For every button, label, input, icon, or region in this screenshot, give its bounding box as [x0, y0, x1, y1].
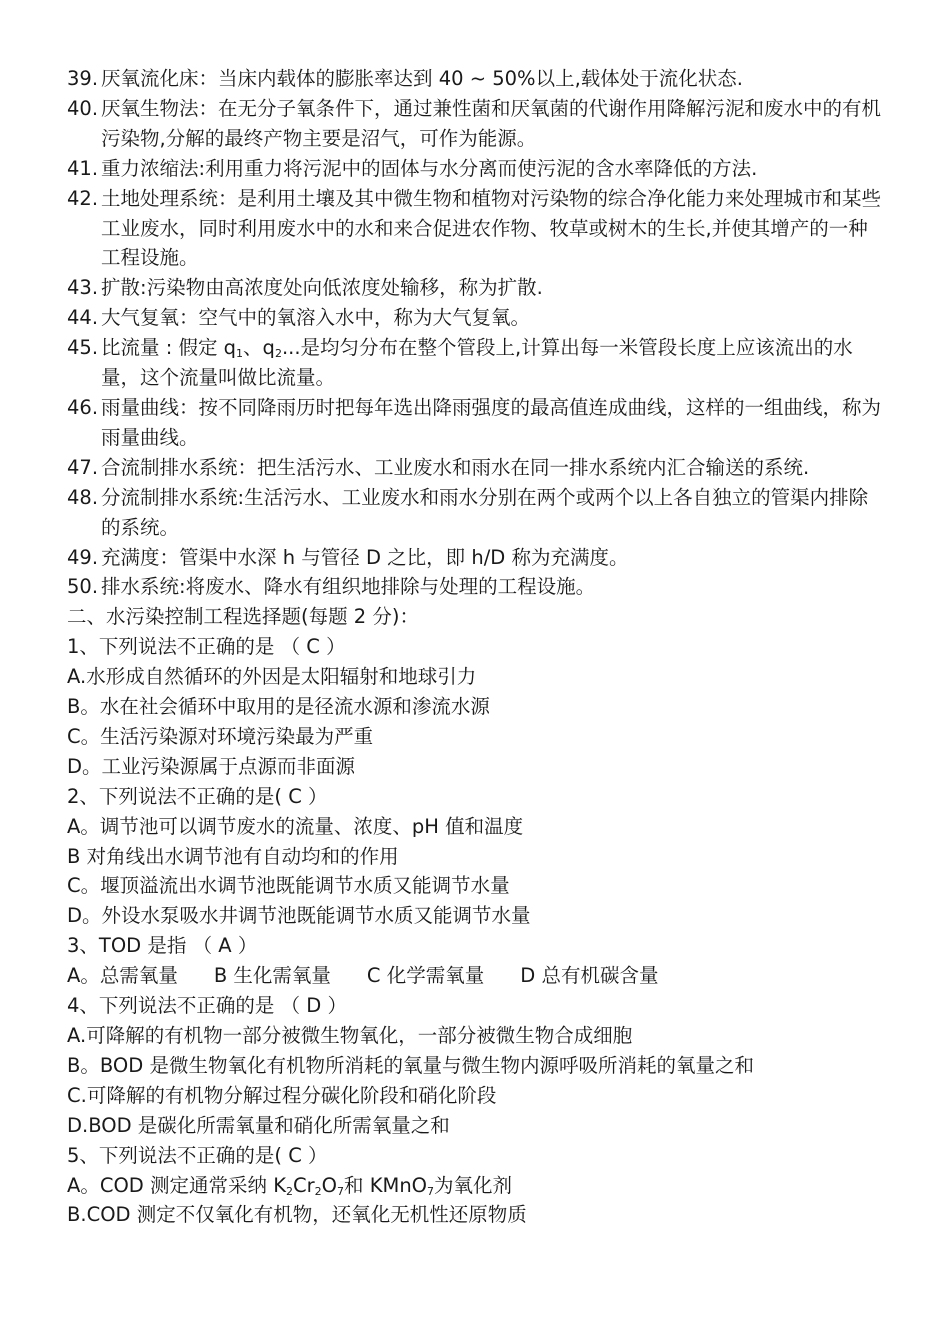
option-a: A。调节池可以调节废水的流量、浓度、pH 值和温度 [67, 814, 524, 838]
item-text: 大气复氧：空气中的氧溶入水中，称为大气复氧。 [101, 306, 531, 330]
item-number: 50. [67, 575, 99, 599]
item-text: 雨量曲线：按不同降雨历时把每年选出降雨强度的最高值连成曲线，这样的一组曲线，称为雨量曲线。 [101, 395, 882, 449]
question-stem: 4、下列说法不正确的是 （ D ） [67, 994, 348, 1018]
option-row [67, 961, 887, 991]
item-number: 48. [67, 485, 99, 509]
option-c: C。生活污染源对环境污染最为严重 [67, 724, 374, 748]
option-a: A。总需氧量 [67, 964, 178, 988]
item-number: 45. [67, 336, 99, 360]
item-text: 土地处理系统：是利用土壤及其中微生物和植物对污染物的综合净化能力来处理城市和某些工业废水，同时利用废水中的水和来合促进农作物、牧草或树木的生长,并使其增产的一种工程设施。 [101, 186, 882, 270]
option-a: A.可降解的有机物一部分被微生物氧化，一部分被微生物合成细胞 [67, 1024, 633, 1047]
definition-item [67, 64, 887, 94]
item-number: 49. [67, 545, 99, 569]
option-d: D.BOD 是碳化所需氧量和硝化所需氧量之和 [67, 1113, 450, 1137]
option-a [67, 1171, 887, 1201]
item-number: 40. [67, 96, 99, 120]
option-b: B。BOD 是微生物氧化有机物所消耗的氧量与微生物内源呼吸所消耗的氧量之和 [67, 1053, 754, 1077]
item-number: 46. [67, 395, 99, 419]
item-text [101, 333, 887, 393]
item-number: 44. [67, 306, 99, 330]
subscript: 7 [337, 1184, 345, 1198]
question-stem: 5、下列说法不正确的是( C ） [67, 1143, 328, 1167]
item-text: 分流制排水系统:生活污水、工业废水和雨水分别在两个或两个以上各自独立的管渠内排除的系统。 [101, 485, 869, 539]
option-c: C 化学需氧量 [366, 964, 485, 988]
option-d: D 总有机碳含量 [520, 964, 659, 988]
subscript: 2 [274, 347, 282, 361]
question-stem: 1、下列说法不正确的是 （ C ） [67, 635, 346, 659]
definition-item [67, 273, 887, 303]
text-fragment: 为氧化剂 [434, 1173, 513, 1197]
question-stem: 2、下列说法不正确的是( C ） [67, 784, 328, 808]
option-d: D。工业污染源属于点源而非面源 [67, 754, 356, 778]
item-number: 39. [67, 67, 99, 90]
option-d: D。外设水泵吸水井调节池既能调节水质又能调节水量 [67, 904, 531, 928]
text-fragment: 比流量 : 假定 q [101, 336, 237, 360]
item-text: 重力浓缩法:利用重力将污泥中的固体与水分离而使污泥的含水率降低的方法. [101, 156, 758, 180]
definition-item [67, 572, 887, 602]
item-number: 43. [67, 276, 99, 300]
question-1 [67, 632, 887, 782]
option-b: B 对角线出水调节池有自动均和的作用 [67, 844, 399, 868]
definition-item [67, 333, 887, 393]
option-c: C。堰顶溢流出水调节池既能调节水质又能调节水量 [67, 874, 510, 898]
text-fragment: O [321, 1173, 338, 1197]
item-text: 排水系统:将废水、降水有组织地排除与处理的工程设施。 [101, 575, 596, 599]
definition-item [67, 453, 887, 483]
subscript: 1 [236, 347, 244, 361]
text-fragment: ...是均匀分布在整个管段上,计算出每一米管段长度上应该流出的水量，这个流量叫做比流量。 [101, 336, 853, 390]
option-c: C.可降解的有机物分解过程分碳化阶段和硝化阶段 [67, 1083, 497, 1107]
subscript: 2 [314, 1184, 322, 1198]
section-title: 二、水污染控制工程选择题(每题 2 分)： [67, 605, 420, 629]
definition-item [67, 303, 887, 333]
definition-list [67, 64, 887, 602]
definition-item [67, 543, 887, 573]
option-b: B.COD 测定不仅氧化有机物，还氧化无机性还原物质 [67, 1203, 527, 1227]
item-text: 厌氧生物法：在无分子氧条件下，通过兼性菌和厌氧菌的代谢作用降解污泥和废水中的有机污染物,分解的最终产物主要是沼气，可作为能源。 [101, 96, 882, 150]
option-b: B。水在社会循环中取用的是径流水源和渗流水源 [67, 695, 490, 719]
text-fragment: 和 KMnO [344, 1173, 428, 1197]
text-fragment: 、q [243, 336, 275, 360]
document-content [67, 64, 887, 1230]
definition-item [67, 184, 887, 274]
option-b: B 生化需氧量 [213, 964, 331, 988]
item-text: 合流制排水系统：把生活污水、工业废水和雨水在同一排水系统内汇合输送的系统. [101, 455, 810, 479]
subscript: 2 [286, 1184, 294, 1198]
question-2 [67, 782, 887, 932]
subscript: 7 [427, 1184, 435, 1198]
item-number: 41. [67, 156, 99, 180]
item-text: 厌氧流化床：当床内载体的膨胀率达到 40 ~ 50%以上,载体处于流化状态. [101, 67, 743, 90]
definition-item [67, 393, 887, 453]
question-4 [67, 991, 887, 1141]
item-number: 47. [67, 455, 99, 479]
item-text: 充满度：管渠中水深 h 与管径 D 之比，即 h/D 称为充满度。 [101, 545, 629, 569]
item-number: 42. [67, 186, 99, 210]
definition-item [67, 94, 887, 154]
text-fragment: Cr [293, 1173, 315, 1197]
question-3 [67, 931, 887, 991]
item-text: 扩散:污染物由高浓度处向低浓度处输移，称为扩散. [101, 276, 543, 300]
text-fragment: A。COD 测定通常采纳 K [67, 1173, 287, 1197]
definition-item [67, 483, 887, 543]
question-5 [67, 1141, 887, 1231]
question-stem: 3、TOD 是指 （ A ） [67, 934, 258, 958]
definition-item [67, 154, 887, 184]
option-a: A.水形成自然循环的外因是太阳辐射和地球引力 [67, 665, 477, 689]
